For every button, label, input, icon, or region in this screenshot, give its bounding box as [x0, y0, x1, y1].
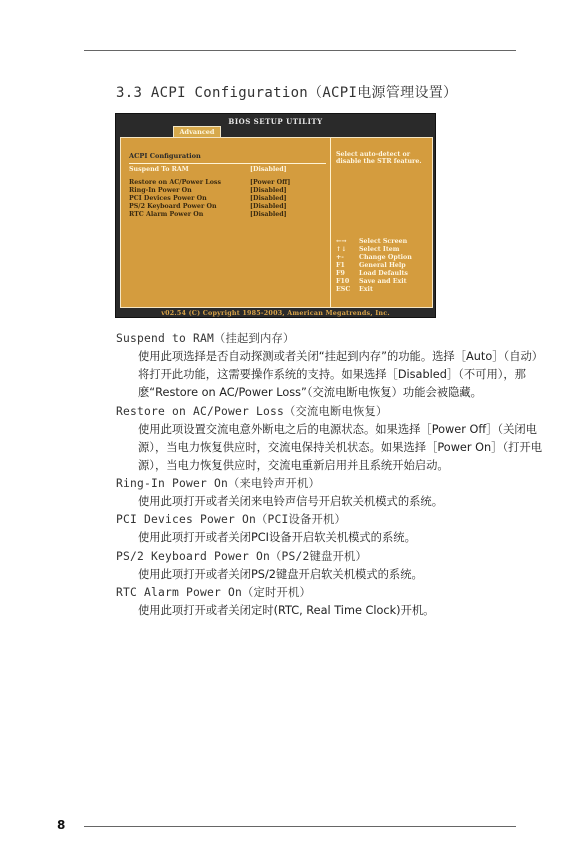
bios-key-legend — [336, 238, 428, 294]
bios-setting-ring-in-power-on[interactable] — [129, 187, 329, 195]
bios-key-desc: Exit — [359, 286, 373, 293]
bios-panel — [120, 137, 433, 308]
bios-heading-underline — [129, 163, 326, 164]
bios-setting-restore-ac-power-loss[interactable] — [129, 179, 329, 187]
item-term-ps2-keyboard-power-on: PS/2 Keyboard Power On（PS/2键盘开机） — [116, 549, 368, 563]
option-descriptions — [116, 330, 546, 620]
item-desc-pci-devices-power-on: 使用此项打开或者关闭PCI设备开启软关机模式的系统。 — [138, 531, 416, 545]
bios-key: ←→ — [336, 238, 347, 245]
bios-key-desc: Load Defaults — [359, 270, 408, 277]
bios-setting-ps2-keyboard-power-on[interactable] — [129, 203, 329, 211]
bios-setting-pci-devices-power-on[interactable] — [129, 195, 329, 203]
item-term-ring-in-power-on: Ring-In Power On（来电铃声开机） — [116, 477, 320, 491]
bios-key: ESC — [336, 286, 351, 293]
bios-key-desc: Change Option — [359, 254, 412, 261]
item-term-suspend-to-ram: Suspend to RAM（挂起到内存） — [116, 332, 295, 345]
bios-screenshot — [115, 113, 436, 318]
bios-help-text: Select auto-detect or disable the STR feature. — [336, 151, 422, 166]
bios-setting-label: Restore on AC/Power Loss — [129, 179, 221, 186]
bios-setting-value: [Disabled] — [250, 203, 287, 210]
page-number: 8 — [57, 818, 66, 832]
bios-key: F9 — [336, 270, 345, 277]
bios-setting-label: RTC Alarm Power On — [129, 211, 204, 218]
bios-setting-label: PCI Devices Power On — [129, 195, 207, 202]
item-desc-rtc-alarm-power-on: 使用此项打开或者关闭定时(RTC, Real Time Clock)开机。 — [138, 603, 435, 617]
bios-setting-value: [Disabled] — [250, 211, 287, 218]
item-term-rtc-alarm-power-on: RTC Alarm Power On（定时开机） — [116, 585, 312, 599]
bios-key-desc: Save and Exit — [359, 278, 407, 285]
bios-key-desc: General Help — [359, 262, 406, 269]
bios-tab-advanced[interactable]: Advanced — [173, 126, 221, 137]
bios-key-select-item — [336, 246, 428, 254]
bios-key: F1 — [336, 262, 345, 269]
bios-key-general-help — [336, 262, 428, 270]
bios-key-desc: Select Screen — [359, 238, 408, 245]
bios-copyright-footer: v02.54 (C) Copyright 1985-2003, American Megatrends, Inc. — [161, 309, 390, 317]
bios-heading: ACPI Configuration — [129, 152, 201, 160]
bios-key-load-defaults — [336, 270, 428, 278]
bios-key-desc: Select Item — [359, 246, 400, 253]
bios-title: BIOS SETUP UTILITY — [228, 117, 323, 126]
bios-key-select-screen — [336, 238, 428, 246]
bios-key-change-option — [336, 254, 428, 262]
section-title: 3.3 ACPI Configuration（ACPI电源管理设置） — [116, 85, 458, 101]
item-desc-suspend-to-ram: 使用此项选择是否自动探测或者关闭“挂起到内存”的功能。选择［Auto］（自动）将打开此功能，这需要操作系统的支持。如果选择［Disabled］（不可用），那麽“Restore on AC/Power Loss”（交流电断电恢复）功能会被隐藏。 — [138, 350, 544, 400]
bios-setting-label: Ring-In Power On — [129, 187, 192, 194]
item-desc-ring-in-power-on: 使用此项打开或者关闭来电铃声信号开启软关机模式的系统。 — [138, 495, 444, 509]
bios-key-save-exit — [336, 278, 428, 286]
bios-setting-value: [Power Off] — [250, 179, 291, 186]
bios-key: F10 — [336, 278, 350, 285]
bios-divider — [330, 138, 331, 307]
bios-setting-label: Suspend To RAM — [129, 166, 189, 173]
bios-setting-rtc-alarm-power-on[interactable] — [129, 211, 329, 219]
header-rule — [84, 50, 516, 51]
bios-setting-value: [Disabled] — [250, 187, 287, 194]
item-term-pci-devices-power-on: PCI Devices Power On（PCI设备开机） — [116, 513, 347, 527]
item-desc-ps2-keyboard-power-on: 使用此项打开或者关闭PS/2键盘开启软关机模式的系统。 — [138, 567, 423, 581]
bios-key: ↑↓ — [336, 246, 347, 253]
item-term-restore-ac-power-loss: Restore on AC/Power Loss（交流电断电恢复） — [116, 404, 388, 418]
item-desc-restore-ac-power-loss: 使用此项设置交流电意外断电之后的电源状态。如果选择［Power Off］（关闭电源），当电力恢复供应时，交流电保持关机状态。如果选择［Power On］（打开电源），当电力恢复供应时，交流电重新启用并且系统开始启动。 — [138, 422, 543, 473]
bios-setting-suspend-to-ram[interactable] — [129, 166, 329, 174]
bios-setting-value: [Disabled] — [250, 166, 287, 173]
bios-setting-value: [Disabled] — [250, 195, 287, 202]
bios-key-exit — [336, 286, 428, 294]
bios-key: +- — [336, 254, 344, 261]
bios-setting-label: PS/2 Keyboard Power On — [129, 203, 217, 210]
footer-rule — [84, 826, 516, 827]
